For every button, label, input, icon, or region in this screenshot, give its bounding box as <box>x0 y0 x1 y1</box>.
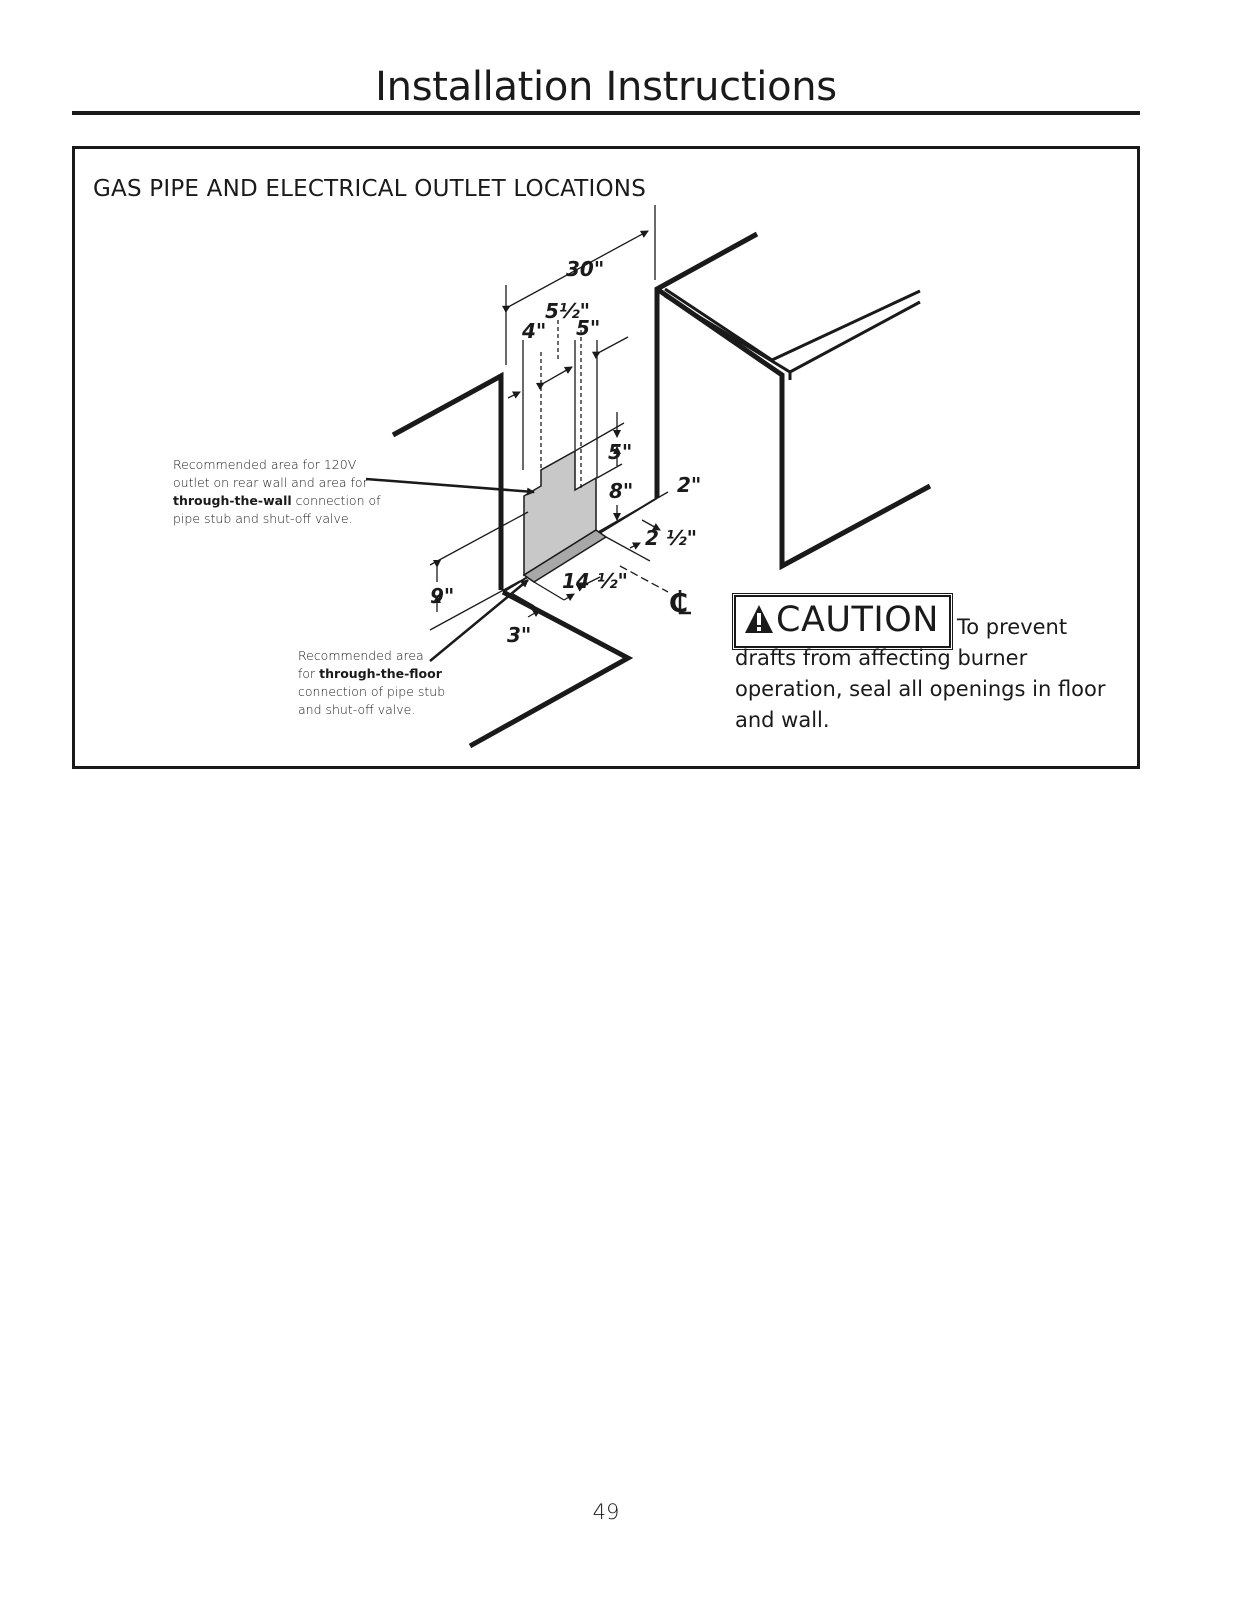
dim-8: 8" <box>609 479 634 503</box>
dim-9: 9" <box>430 584 455 608</box>
dim-2-5: 2 ½" <box>645 526 698 550</box>
dim-5-top: 5" <box>576 316 601 340</box>
floor-connection-note: Recommended area for through-the-floor connection of pipe stub and shut-off valve. <box>298 648 446 717</box>
dim-4: 4" <box>522 319 547 343</box>
page-title: Installation Instructions <box>375 64 837 110</box>
svg-text:C: C <box>669 589 689 619</box>
centerline-symbol <box>669 589 691 619</box>
floor-outline <box>470 592 628 746</box>
dim-30: 30" <box>566 257 605 281</box>
countertop <box>665 289 920 380</box>
dim-2: 2" <box>677 473 702 497</box>
section-heading: GAS PIPE AND ELECTRICAL OUTLET LOCATIONS <box>93 176 647 202</box>
dim-5-5: 5½" <box>545 299 591 323</box>
right-cabinet <box>657 234 930 566</box>
dim-3: 3" <box>507 623 532 647</box>
wall-connection-note: Recommended area for 120V outlet on rear wall and area for through-the-wall connection of pipe stub and shut-off valve. <box>173 457 381 526</box>
caution-word: CAUTION <box>776 600 939 640</box>
dim-5-height: 5" <box>608 440 633 464</box>
caution-text: To prevent drafts from affecting burner operation, seal all openings in floor and wall. <box>735 615 1106 732</box>
dim-14-5: 14 ½" <box>562 569 628 593</box>
page-number: 49 <box>592 1500 620 1524</box>
